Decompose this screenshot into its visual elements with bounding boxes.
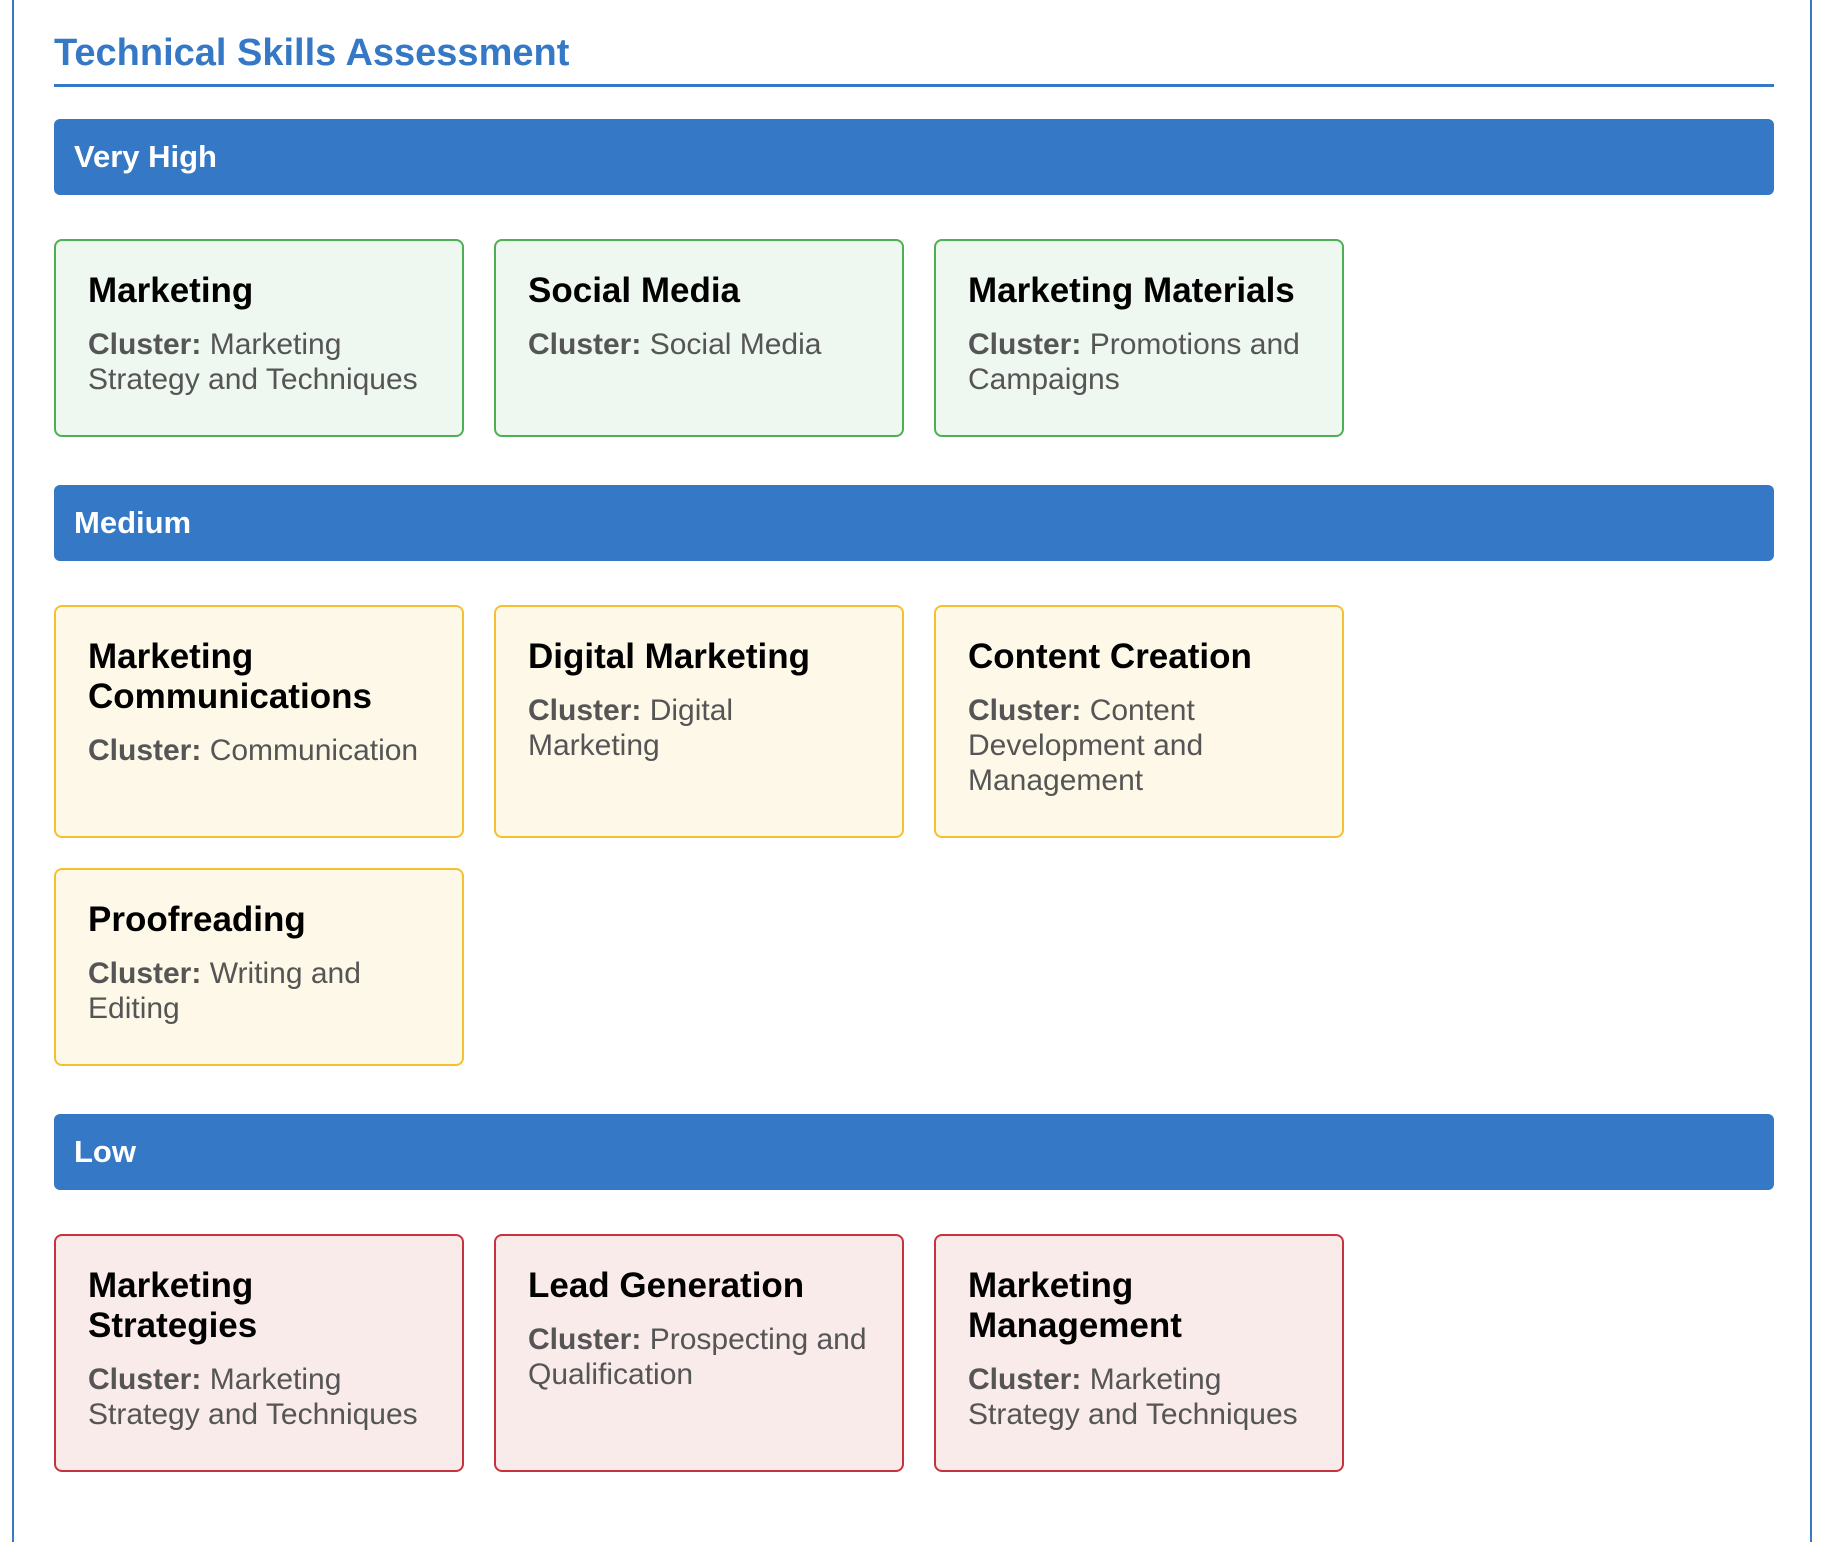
skill-name: Digital Marketing bbox=[528, 637, 810, 676]
cluster-value: Marketing Strategy and Techniques bbox=[88, 1363, 418, 1431]
skill-card bbox=[934, 605, 1344, 838]
cluster-value: Marketing Strategy and Techniques bbox=[88, 328, 418, 396]
skill-card bbox=[494, 1234, 904, 1472]
skill-cards-very-high bbox=[54, 239, 1774, 437]
skill-cluster bbox=[88, 956, 432, 1026]
section-spacer bbox=[54, 1066, 1774, 1082]
cluster-label: Cluster: bbox=[528, 694, 642, 727]
skill-cards-low bbox=[54, 1234, 1774, 1472]
skill-card bbox=[494, 239, 904, 437]
skill-cluster bbox=[88, 1362, 432, 1432]
skill-name: Lead Generation bbox=[528, 1266, 805, 1305]
skill-card bbox=[54, 239, 464, 437]
cluster-value: Promotions and Campaigns bbox=[968, 328, 1300, 396]
skill-cluster bbox=[88, 733, 432, 768]
page-title: Technical Skills Assessment bbox=[54, 0, 1774, 87]
section-header-very-high: Very High bbox=[54, 119, 1774, 195]
skill-card bbox=[54, 605, 464, 838]
skill-cluster bbox=[968, 327, 1312, 397]
skill-name: Proofreading bbox=[88, 900, 306, 939]
cluster-label: Cluster: bbox=[88, 734, 202, 767]
section-header-medium: Medium bbox=[54, 485, 1774, 561]
cluster-label: Cluster: bbox=[968, 1363, 1082, 1396]
cluster-label: Cluster: bbox=[968, 328, 1082, 361]
skill-card bbox=[934, 239, 1344, 437]
skill-name: Marketing Strategies bbox=[88, 1266, 258, 1345]
cluster-label: Cluster: bbox=[88, 1363, 202, 1396]
cluster-label: Cluster: bbox=[88, 957, 202, 990]
cluster-label: Cluster: bbox=[88, 328, 202, 361]
cluster-value: Marketing Strategy and Techniques bbox=[968, 1363, 1298, 1431]
skill-name: Marketing Management bbox=[968, 1266, 1182, 1345]
skill-card bbox=[54, 1234, 464, 1472]
skill-cluster bbox=[528, 1322, 872, 1392]
skill-card bbox=[494, 605, 904, 838]
skill-cluster bbox=[968, 1362, 1312, 1432]
skill-cluster bbox=[968, 693, 1312, 798]
skill-card bbox=[934, 1234, 1344, 1472]
cluster-value: Content Development and Management bbox=[968, 694, 1204, 797]
cluster-value: Social Media bbox=[649, 328, 822, 361]
cluster-label: Cluster: bbox=[528, 1323, 642, 1356]
skill-cards-medium bbox=[54, 605, 1774, 1066]
section-spacer bbox=[54, 437, 1774, 453]
skill-name: Marketing bbox=[88, 271, 254, 310]
cluster-label: Cluster: bbox=[968, 694, 1082, 727]
skill-cluster bbox=[528, 327, 872, 362]
cluster-value: Communication bbox=[209, 734, 419, 767]
cluster-value: Prospecting and Qualification bbox=[528, 1323, 867, 1391]
skill-name: Marketing Materials bbox=[968, 271, 1295, 310]
cluster-value: Writing and Editing bbox=[88, 957, 361, 1025]
cluster-value: Digital Marketing bbox=[528, 694, 734, 762]
skill-cluster bbox=[528, 693, 872, 763]
cluster-label: Cluster: bbox=[528, 328, 642, 361]
skill-card bbox=[54, 868, 464, 1066]
skill-name: Marketing Communications bbox=[88, 637, 372, 716]
skill-name: Social Media bbox=[528, 271, 741, 310]
skill-name: Content Creation bbox=[968, 637, 1252, 676]
page-frame bbox=[12, 0, 1812, 1542]
skill-cluster bbox=[88, 327, 432, 397]
main-content bbox=[54, 0, 1774, 1472]
section-header-low: Low bbox=[54, 1114, 1774, 1190]
